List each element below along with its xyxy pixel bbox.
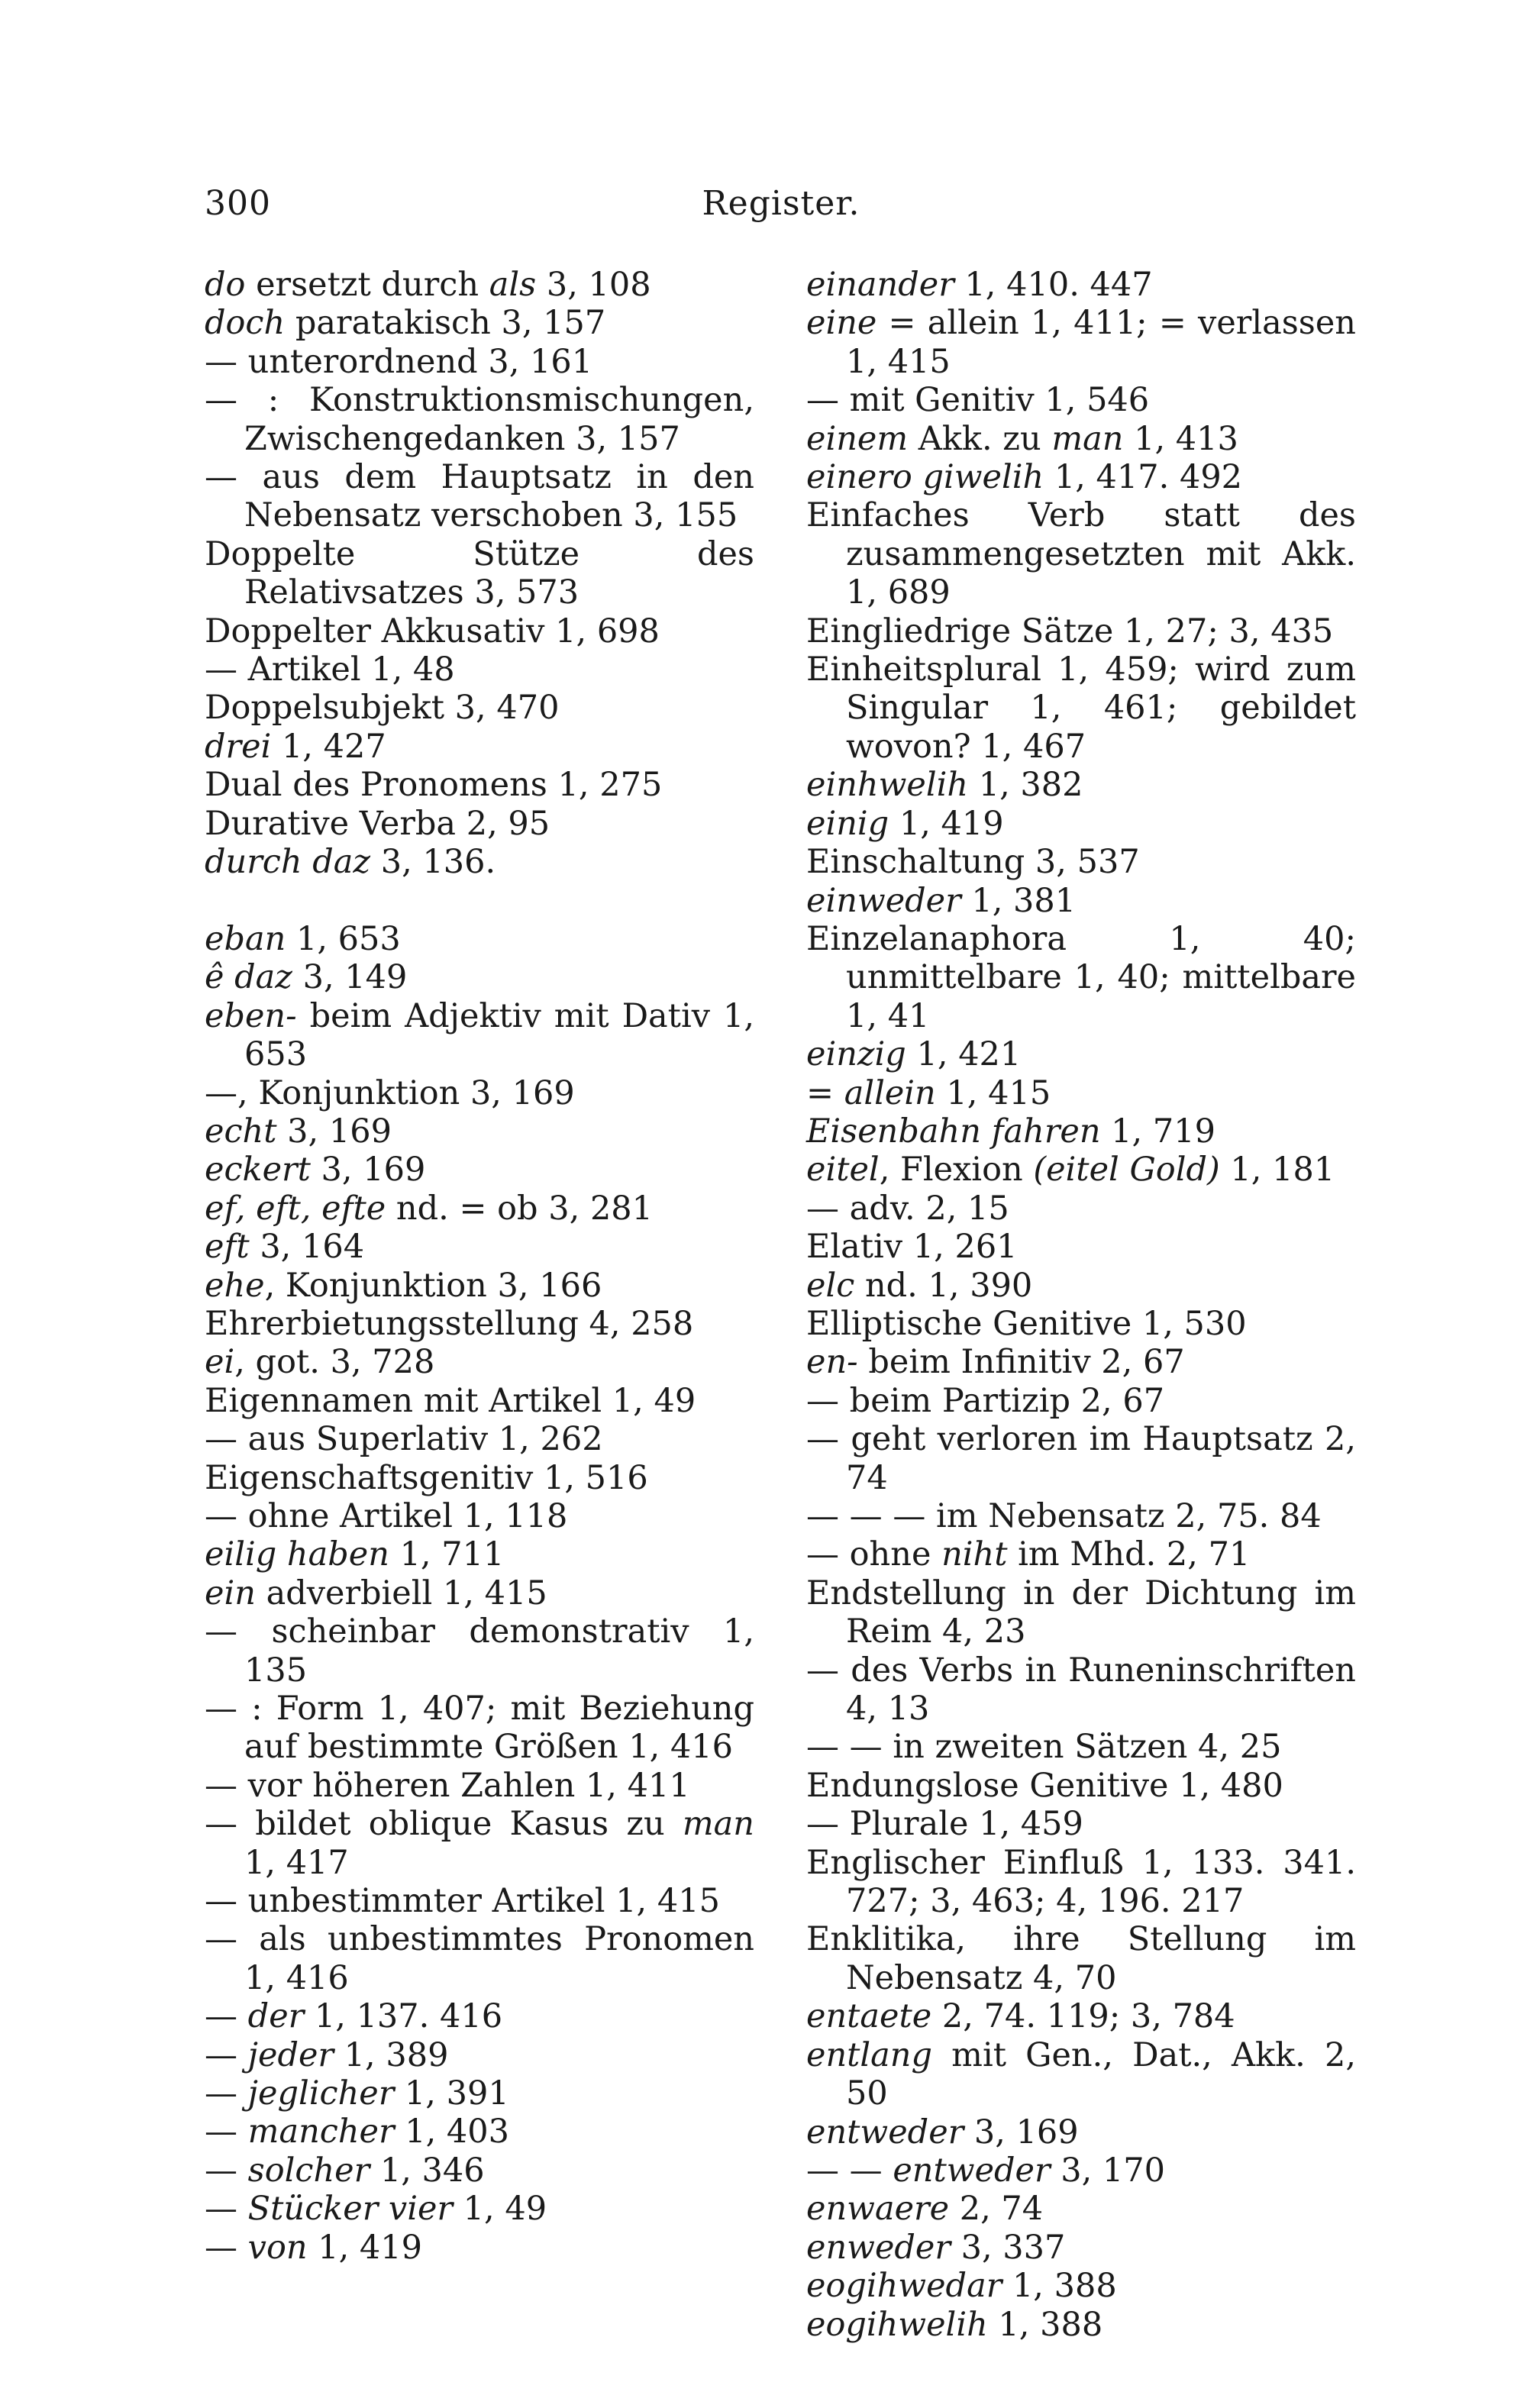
index-entry: einig 1, 419 xyxy=(806,804,1004,843)
index-entry: Eigenschaftsgenitiv 1, 516 xyxy=(205,1458,648,1497)
index-entry: Eingliedrige Sätze 1, 27; 3, 435 xyxy=(806,612,1334,650)
index-entry: — : Form 1, 407; mit Beziehung auf bestimmte Größen 1, 416 xyxy=(205,1690,754,1767)
index-entry: — Plurale 1, 459 xyxy=(806,1805,1083,1844)
index-entry: enwaere 2, 74 xyxy=(806,2190,1044,2229)
index-entry: entaete 2, 74. 119; 3, 784 xyxy=(806,1997,1235,2036)
index-entry: eckert 3, 169 xyxy=(205,1151,426,1189)
index-entry: — vor höheren Zahlen 1, 411 xyxy=(205,1766,690,1805)
index-entry: Dual des Pronomens 1, 275 xyxy=(205,766,663,805)
index-entry: do ersetzt durch als 3, 108 xyxy=(205,266,651,304)
index-entry: ehe, Konjunktion 3, 166 xyxy=(205,1266,602,1305)
index-entry: — ohne Artikel 1, 118 xyxy=(205,1496,568,1535)
index-entry: Doppelter Akkusativ 1, 698 xyxy=(205,612,660,650)
index-entry: Endstellung in der Dichtung im Reim 4, 23 xyxy=(806,1574,1356,1651)
index-entry: — — in zweiten Sätzen 4, 25 xyxy=(806,1728,1282,1767)
index-entry: — ohne niht im Mhd. 2, 71 xyxy=(806,1535,1251,1574)
index-entry: — geht verloren im Hauptsatz 2, 74 xyxy=(806,1420,1356,1497)
index-entry: — jeder 1, 389 xyxy=(205,2035,449,2074)
index-entry: entlang mit Gen., Dat., Akk. 2, 50 xyxy=(806,2035,1356,2113)
index-entry: einem Akk. zu man 1, 413 xyxy=(806,419,1238,458)
index-entry: Eigennamen mit Artikel 1, 49 xyxy=(205,1381,696,1420)
index-entry: Einfaches Verb statt des zusammengesetzten mit Akk. 1, 689 xyxy=(806,496,1356,612)
index-entry: Ehrerbietungsstellung 4, 258 xyxy=(205,1304,694,1343)
index-entry: Eisenbahn fahren 1, 719 xyxy=(806,1112,1215,1151)
index-entry: = allein 1, 415 xyxy=(806,1073,1051,1112)
index-entry: Englischer Einfluß 1, 133. 341. 727; 3, 463; 4, 196. 217 xyxy=(806,1843,1356,1921)
index-entry: einweder 1, 381 xyxy=(806,881,1077,920)
index-entry: — aus dem Hauptsatz in den Nebensatz verschoben 3, 155 xyxy=(205,458,754,535)
index-entry: — scheinbar demonstrativ 1, 135 xyxy=(205,1612,754,1690)
index-entry: — unterordnend 3, 161 xyxy=(205,342,593,381)
index-entry: — Stücker vier 1, 49 xyxy=(205,2190,547,2229)
index-entry: eogihwedar 1, 388 xyxy=(806,2267,1117,2306)
index-entry: Endungslose Genitive 1, 480 xyxy=(806,1766,1283,1805)
index-entry: — solcher 1, 346 xyxy=(205,2151,485,2190)
index-entry: — Artikel 1, 48 xyxy=(205,650,455,689)
index-spacer xyxy=(205,882,754,920)
index-entry: Doppelte Stütze des Relativsatzes 3, 573 xyxy=(205,534,754,612)
index-entry: eitel, Flexion (eitel Gold) 1, 181 xyxy=(806,1151,1335,1189)
index-entry: echt 3, 169 xyxy=(205,1112,392,1151)
index-entry: doch paratakisch 3, 157 xyxy=(205,304,606,343)
index-entry: — adv. 2, 15 xyxy=(806,1189,1009,1228)
index-entry: entweder 3, 169 xyxy=(806,2113,1079,2151)
index-column-left xyxy=(205,266,754,2267)
index-entry: — mancher 1, 403 xyxy=(205,2113,509,2151)
index-entry: — des Verbs in Runeninschriften 4, 13 xyxy=(806,1651,1356,1729)
index-entry: einero giwelih 1, 417. 492 xyxy=(806,458,1243,497)
index-entry: ein adverbiell 1, 415 xyxy=(205,1574,547,1612)
index-entry: eilig haben 1, 711 xyxy=(205,1535,505,1574)
index-entry: enweder 3, 337 xyxy=(806,2228,1066,2267)
index-entry: Einzelanaphora 1, 40; unmittelbare 1, 40; mittelbare 1, 41 xyxy=(806,919,1356,1035)
index-entry: en- beim Infinitiv 2, 67 xyxy=(806,1343,1185,1382)
index-entry: ê daz 3, 149 xyxy=(205,958,408,997)
index-entry: Durative Verba 2, 95 xyxy=(205,804,550,843)
index-entry: Doppelsubjekt 3, 470 xyxy=(205,689,560,728)
index-entry: einhwelih 1, 382 xyxy=(806,766,1083,805)
index-entry: Elliptische Genitive 1, 530 xyxy=(806,1304,1247,1343)
index-entry: ef, eft, efte nd. = ob 3, 281 xyxy=(205,1189,654,1228)
index-entry: — der 1, 137. 416 xyxy=(205,1997,503,2036)
index-entry: — — entweder 3, 170 xyxy=(806,2151,1165,2190)
index-entry: — mit Genitiv 1, 546 xyxy=(806,381,1150,420)
index-entry: Enklitika, ihre Stellung im Nebensatz 4, 70 xyxy=(806,1920,1356,1997)
index-entry: einander 1, 410. 447 xyxy=(806,266,1153,304)
index-entry: drei 1, 427 xyxy=(205,727,386,766)
index-entry: — : Konstruktionsmischungen, Zwischengedanken 3, 157 xyxy=(205,381,754,458)
index-entry: — aus Superlativ 1, 262 xyxy=(205,1420,603,1459)
index-entry: — bildet oblique Kasus zu man 1, 417 xyxy=(205,1805,754,1882)
index-entry: — als unbestimmtes Pronomen 1, 416 xyxy=(205,1920,754,1997)
index-entry: eft 3, 164 xyxy=(205,1228,365,1267)
index-entry: — jeglicher 1, 391 xyxy=(205,2074,509,2113)
index-entry: Elativ 1, 261 xyxy=(806,1228,1018,1267)
index-entry: eogihwelih 1, 388 xyxy=(806,2305,1103,2344)
index-entry: Einschaltung 3, 537 xyxy=(806,843,1140,882)
index-entry: — — — im Nebensatz 2, 75. 84 xyxy=(806,1497,1322,1535)
index-entry: — beim Partizip 2, 67 xyxy=(806,1381,1165,1420)
index-entry: Einheitsplural 1, 459; wird zum Singular 1, 461; gebildet wovon? 1, 467 xyxy=(806,650,1356,766)
index-entry: durch daz 3, 136. xyxy=(205,843,496,882)
page-number: 300 xyxy=(205,184,271,223)
index-entry: ei, got. 3, 728 xyxy=(205,1343,435,1382)
index-entry: elc nd. 1, 390 xyxy=(806,1266,1033,1305)
index-entry: eben- beim Adjektiv mit Dativ 1, 653 xyxy=(205,996,754,1074)
index-entry: — von 1, 419 xyxy=(205,2228,422,2267)
index-entry: — unbestimmter Artikel 1, 415 xyxy=(205,1882,720,1921)
index-entry: eine = allein 1, 411; = verlassen 1, 415 xyxy=(806,304,1356,381)
index-column-right xyxy=(806,266,1356,2344)
index-entry: —, Konjunktion 3, 169 xyxy=(205,1073,575,1112)
page-header xyxy=(205,177,1358,231)
page-title: Register. xyxy=(702,184,860,223)
index-entry: einzig 1, 421 xyxy=(806,1035,1022,1074)
index-entry: eban 1, 653 xyxy=(205,919,401,958)
